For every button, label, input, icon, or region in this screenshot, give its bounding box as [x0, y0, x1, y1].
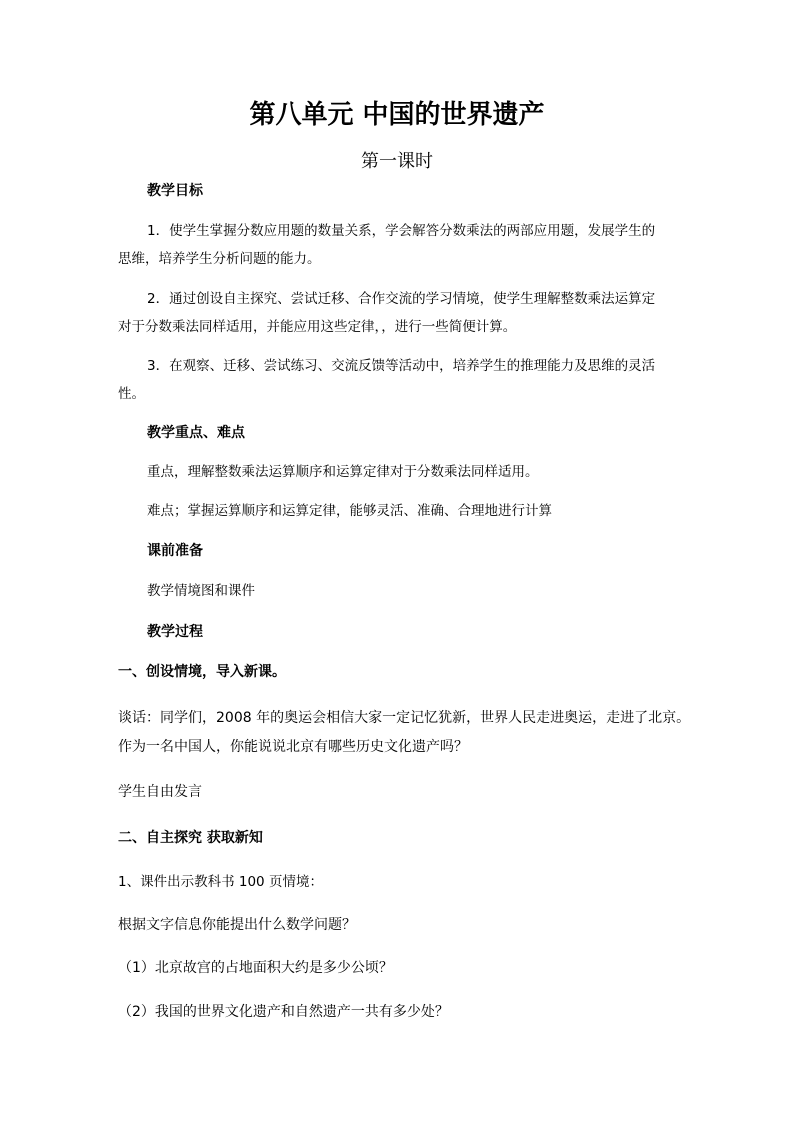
goal-1-line-1: 1．使学生掌握分数应用题的数量关系，学会解答分数乘法的两部应用题，发展学生的: [147, 223, 656, 239]
section-1-heading: 一、创设情境，导入新课。: [118, 664, 286, 680]
goal-3-line-2: 性。: [118, 386, 145, 402]
keypoints-heading: 教学重点、难点: [147, 425, 245, 441]
goal-1-line-2: 思维，培养学生分析问题的能力。: [118, 251, 321, 267]
lesson-subtitle: 第一课时: [361, 151, 433, 172]
goal-2-line-1: 2．通过创设自主探究、尝试迁移、合作交流的学习情境，使学生理解整数乘法运算定: [147, 291, 656, 307]
goal-3-line-1: 3．在观察、迁移、尝试练习、交流反馈等活动中，培养学生的推理能力及思维的灵活: [147, 358, 656, 374]
difficulty-text: 难点；掌握运算顺序和运算定律，能够灵活、准确、合理地进行计算: [147, 503, 552, 519]
question-1: （1）北京故宫的占地面积大约是多少公顷？: [118, 960, 393, 976]
document-title: 第八单元 中国的世界遗产: [249, 100, 545, 130]
prep-heading: 课前准备: [147, 543, 203, 559]
prep-text: 教学情境图和课件: [147, 583, 255, 599]
talk-line-1: 谈话：同学们，2008 年的奥运会相信大家一定记忆犹新，世界人民走进奥运，走进了北京。: [118, 710, 691, 726]
question-prompt: 根据文字信息你能提出什么数学问题？: [118, 917, 356, 933]
goal-2-line-2: 对于分数乘法同样适用，并能应用这些定律，，进行一些简便计算。: [118, 319, 517, 335]
item-1-text: 1、课件出示教科书 100 页情境：: [118, 874, 323, 890]
section-2-heading: 二、自主探究 获取新知: [118, 830, 263, 846]
goals-heading: 教学目标: [147, 183, 203, 199]
talk-line-2: 作为一名中国人，你能说说北京有哪些历史文化遗产吗？: [118, 739, 468, 755]
students-speak-text: 学生自由发言: [118, 784, 202, 800]
process-heading: 教学过程: [147, 624, 203, 640]
question-2: （2）我国的世界文化遗产和自然遗产一共有多少处？: [118, 1004, 449, 1020]
keypoint-text: 重点，理解整数乘法运算顺序和运算定律对于分数乘法同样适用。: [147, 464, 539, 480]
